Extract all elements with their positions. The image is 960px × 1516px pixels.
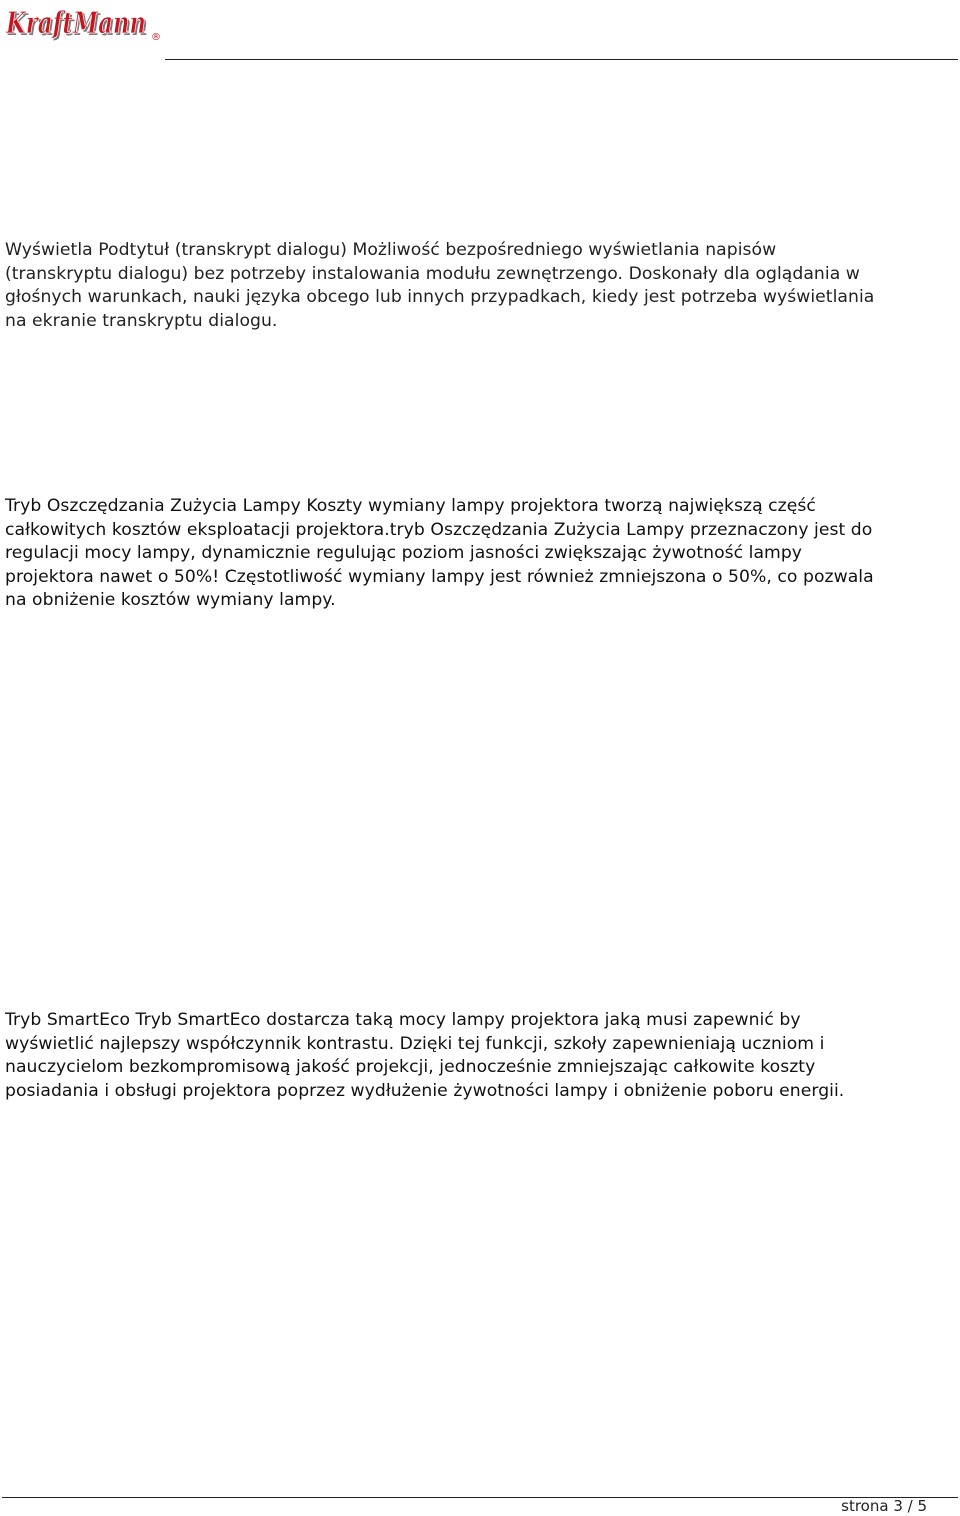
paragraph-subtitles: Wyświetla Podtytuł (transkrypt dialogu) Możliwość bezpośredniego wyświetlania napisów (transkryptu dialogu) bez potrzeby instalowania modułu zewnętrzengo. Doskonały dla oglądania w głośnych warunkach, nauki języka obcego lub innych przypadkach, kiedy jest potrzeba wyświetlania na ekranie transkryptu dialogu. (5, 240, 875, 331)
page-number: strona 3 / 5 (841, 1497, 927, 1515)
header-rule (165, 59, 958, 60)
page-header (0, 0, 960, 62)
paragraph-smarteco: Tryb SmartEco Tryb SmartEco dostarcza taką mocy lampy projektora jaką musi zapewnić by wyświetlić najlepszy współczynnik kontrastu. Dzięki tej funkcji, szkoły zapewnieniają uczniom i nauczycielom bezkompromisową jakość projekcji, jednocześnie zmniejszając całkowite koszty posiadania i obsługi projektora poprzez wydłużenie żywotności lampy i obniżenie poboru energii. (5, 1010, 845, 1101)
paragraph-lamp-saving: Tryb Oszczędzania Zużycia Lampy Koszty wymiany lampy projektora tworzą największą część całkowitych kosztów eksploatacji projektora.tryb Oszczędzania Zużycia Lampy przeznaczony jest do regulacji mocy lampy, dynamicznie regulując poziom jasności zwiększając żywotność lampy projektora nawet o 50%! Częstotliwość wymiany lampy jest również zmniejszona o 50%, co pozwala na obniżenie kosztów wymiany lampy. (5, 496, 874, 610)
svg-text:®: ® (151, 32, 161, 43)
svg-text:KraftMann: KraftMann (5, 6, 146, 41)
footer-rule (2, 1497, 958, 1498)
svg-text:KraftMann: KraftMann (7, 8, 148, 43)
kraftmann-logo (5, 4, 165, 44)
